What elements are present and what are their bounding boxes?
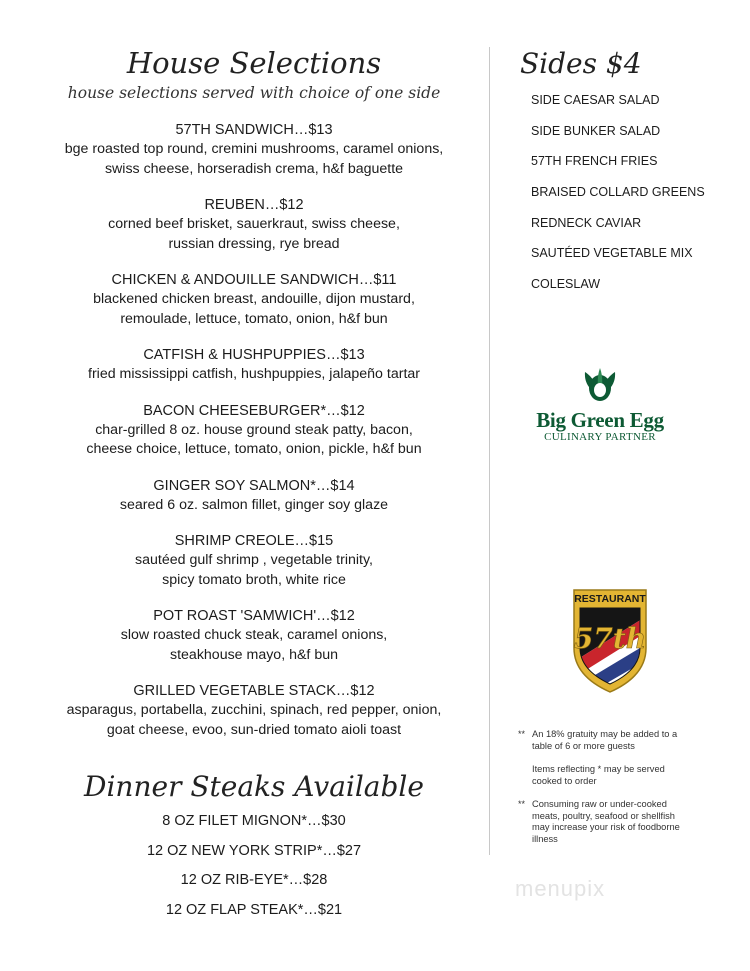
steak-item: 12 OZ RIB-EYE*…$28 [180,872,328,888]
side-item: SIDE CAESAR SALAD [531,93,660,107]
menu-item-name: GRILLED VEGETABLE STACK…$12 [133,683,375,699]
menu-item-desc: blackened chicken breast, andouille, dijon mustard, [93,291,415,307]
menu-item [0,270,508,329]
menu-item [0,531,508,590]
menu-item-desc: sautéed gulf shrimp , vegetable trinity, [135,552,373,568]
footnote [518,799,690,845]
watermark: menupix [515,876,606,901]
menu-item-desc: corned beef brisket, sauerkraut, swiss cheese, [108,216,400,232]
menu-item-desc: russian dressing, rye bread [168,235,340,252]
steaks-list [0,811,508,929]
side-item: BRAISED COLLARD GREENS [531,185,705,200]
partner-tagline: CULINARY PARTNER [544,431,656,443]
menu-item-name: POT ROAST 'SAMWICH'…$12 [153,608,355,624]
house-items-list [0,120,508,756]
steak-item: 12 OZ FLAP STEAK*…$21 [165,901,343,918]
menu-item [0,195,508,254]
menu-item [0,120,508,179]
sides-title: Sides $4 [520,47,642,80]
footnote [518,764,690,787]
menu-item-name: SHRIMP CREOLE…$15 [174,533,334,549]
menu-item-name: REUBEN…$12 [204,197,304,213]
big-green-egg-logo [530,364,670,443]
footnote-text: An 18% gratuity may be added to a table of 6 or more guests [532,729,678,751]
footnote [518,729,690,752]
side-item: SAUTÉED VEGETABLE MIX [531,246,693,261]
house-selections-title: House Selections [126,46,382,80]
menu-item-name: CHICKEN & ANDOUILLE SANDWICH…$11 [111,272,397,288]
partner-name: Big Green Egg [536,408,664,432]
steak-item: 12 OZ NEW YORK STRIP*…$27 [146,842,362,859]
menu-item [0,606,508,665]
menu-item-desc: seared 6 oz. salmon fillet, ginger soy glaze [119,496,389,513]
menu-item [0,345,508,385]
footnote-text: Consuming raw or under-cooked meats, poultry, seafood or shellfish may increase your risk of foodborne illness [532,799,680,844]
egg-leaf-icon [579,364,621,402]
menu-item-desc: fried mississippi catfish, hushpuppies, jalapeño tartar [88,366,420,382]
menu-item-desc: slow roasted chuck steak, caramel onions, [120,627,388,643]
menu-item [0,401,508,460]
menu-item-desc: cheese choice, lettuce, tomato, onion, pickle, h&f bun [86,441,422,457]
side-item: 57TH FRENCH FRIES [531,154,658,169]
dinner-steaks-title: Dinner Steaks Available [84,770,424,803]
menu-item-desc: swiss cheese, horseradish crema, h&f baguette [104,160,404,177]
footnote-text: Items reflecting * may be served cooked to order [532,764,665,786]
steak-item: 8 OZ FILET MIGNON*…$30 [162,813,346,829]
side-item: REDNECK CAVIAR [531,215,642,230]
sides-list [531,92,705,307]
shield-57th-text: 57th [573,622,647,655]
menu-item-desc: asparagus, portabella, zucchini, spinach, red pepper, onion, [66,702,442,718]
shield-restaurant-text: RESTAURANT [574,593,646,605]
side-item: SIDE BUNKER SALAD [531,123,661,138]
menu-item-desc: bge roasted top round, cremini mushrooms, caramel onions, [64,141,444,157]
footnote-mark: ** [518,799,526,809]
menu-item-desc: spicy tomato broth, white rice [162,571,346,588]
menu-item-name: BACON CHEESEBURGER*…$12 [143,402,365,419]
column-divider [489,47,490,855]
footnote-mark [518,764,532,787]
restaurant-57th-shield-logo [570,586,650,694]
menu-item [0,476,508,516]
menu-item-name: CATFISH & HUSHPUPPIES…$13 [143,347,365,363]
menu-item-desc: remoulade, lettuce, tomato, onion, h&f bun [120,310,388,327]
menu-item [0,681,508,740]
menu-item-name: 57TH SANDWICH…$13 [175,122,333,138]
menu-item-desc: goat cheese, evoo, sun-dried tomato aioli toast [106,721,402,738]
side-item: COLESLAW [531,277,601,292]
menu-item-desc: char-grilled 8 oz. house ground steak patty, bacon, [95,421,413,438]
menu-item-name: GINGER SOY SALMON*…$14 [153,477,355,494]
footnote-mark: ** [518,729,526,739]
menu-item-desc: steakhouse mayo, h&f bun [170,646,338,663]
house-selections-subtitle: house selections served with choice of one side [67,84,441,102]
footnotes [518,729,690,857]
